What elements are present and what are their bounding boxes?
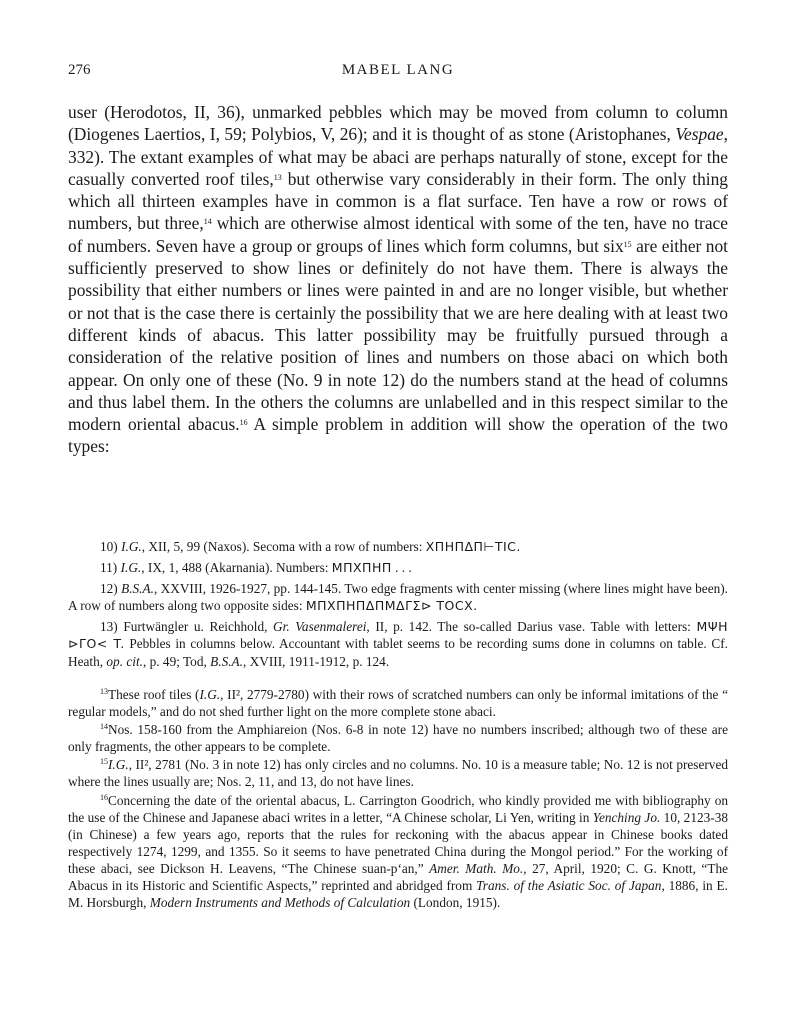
footnote-text: Concerning the date of the oriental abacus, L. Carrington Goodrich, who kindly provided me with bibliography on the use of the Chinese and Japanese abaci writes in a letter, “A Chinese scholar, Li Yen, writing in: [68, 792, 728, 825]
note-text: , p. 49; Tod,: [142, 653, 211, 669]
body-text-run: user (Herodotos, II, 36), unmarked pebbles which may be moved from column to column (Diogenes Laertios, I, 59; Polybios, V, 26); and it is thought of as stone (Aristophanes,: [68, 102, 728, 145]
running-head: MABEL LANG: [341, 62, 455, 78]
footnote-text: , 1886, in E. M. Horsburgh,: [68, 878, 728, 911]
note-text: 11): [100, 560, 121, 576]
greek-numerals: XΠHΠΔΠ⊢TIC.: [425, 539, 521, 554]
note-italic: op. cit.: [106, 653, 143, 669]
footnote-16: [68, 792, 728, 912]
footnote-text: These roof tiles (: [108, 687, 200, 702]
note-text: . . .: [391, 560, 412, 576]
footnote-text: 10, 2123-38 (in Chinese) a few years ago, reports that the rules for reckoning with the abacus appear in Chinese books dated respectively 1274, 1299, and 1355. So it seems to have penetrated China during the Mongol period.” For the working of these abaci, see Dickson H. Leavens, “The Chinese suan-p‘an,”: [68, 809, 729, 876]
greek-numerals: MΨH ⊳ΓO< T.: [68, 619, 728, 652]
note-text: 10): [100, 539, 122, 554]
footnote-ref-15[interactable]: 15: [623, 239, 632, 249]
footnote-text: , II², 2781 (No. 3 in note 12) has only circles and no columns. No. 10 is a measure table; No. 12 is not preserved where the lines usually are; Nos. 2, 11, and 13, do not have lines.: [68, 757, 728, 790]
page-number: 276: [68, 62, 91, 78]
note-text: 13) Furtwängler u. Reichhold,: [100, 619, 274, 635]
footnote-15: [68, 756, 728, 790]
footnote-marker: 15: [100, 757, 108, 767]
body-text-run: are either not sufficiently preserved to show lines or definitely do not have them. There is always the possibility that either numbers or lines were painted in and are no longer visible, but whether or not that is the case there is certainly the possibility that we are here dealing with at least two different kinds of abacus. This latter possibility may be fruitfully pursued through a consideration of the relative position of lines and numbers on those abaci on which both appear. On only one of these (No. 9 in note 12) do the numbers stand at the head of columns and thus label them. In the others the columns are unlabelled and in this respect similar to the modern oriental abacus.: [68, 235, 728, 435]
body-text-run: but otherwise vary considerably in their form. The only thing which all thirteen examples have in common is a flat surface. Ten have a row or rows of numbers, but three,: [68, 168, 728, 234]
footnote-text: (London, 1915).: [410, 895, 501, 911]
note-text: , XII, 5, 99 (Naxos). Secoma with a row of numbers:: [141, 539, 426, 554]
note-13: [68, 618, 728, 669]
footnote-italic: Modern Instruments and Methods of Calculation: [149, 895, 411, 911]
footnotes: [68, 686, 728, 912]
footnote-text: Nos. 158-160 from the Amphiareion (Nos. 6-8 in note 12) have no numbers inscribed; although two of these are only fragments, the other appears to be complete.: [68, 722, 728, 755]
note-text: , IX, 1, 488 (Akarnania). Numbers:: [141, 560, 332, 576]
footnote-13: [68, 686, 728, 720]
footnote-italic: Trans. of the Asiatic Soc. of Japan: [476, 878, 662, 894]
note-text: , XVIII, 1911-1912, p. 124.: [243, 653, 390, 669]
footnote-text: , II², 2779-2780) with their rows of scratched numbers can only be informal imitations of the “ regular models,” and do not shed further light on the more complete stone abaci.: [68, 687, 728, 720]
note-italic: I.G.: [120, 560, 142, 576]
greek-numerals: MΠXΠHΠΔΠMΔΓΣ⊳ TOCX.: [305, 598, 478, 614]
footnote-marker: 16: [100, 792, 108, 802]
greek-numerals: MΠXΠHΠ: [331, 560, 392, 576]
body-text-run: A simple problem in addition will show the operation of the two types:: [68, 414, 728, 457]
note-italic: I.G.: [121, 539, 142, 554]
footnote-italic: I.G.: [108, 757, 129, 773]
note-11: [68, 559, 728, 576]
note-italic: B.S.A.: [121, 581, 154, 597]
footnote-text: , 27, April, 1920; C. G. Knott, “The Abacus in its Historic and Scientific Aspects,” reprinted and abridged from: [68, 860, 728, 894]
footnote-marker: 13: [100, 687, 108, 696]
note-italic: B.S.A.: [210, 653, 244, 669]
footnote-italic: Amer. Math. Mo.: [429, 860, 524, 876]
body-paragraph: [68, 101, 728, 458]
note-italic: Gr. Vasenmalerei: [273, 619, 367, 635]
body-text-run: , 332). The extant examples of what may be abaci are perhaps naturally of stone, except for the casually converted roof tiles,: [68, 124, 728, 189]
footnote-italic: Yenching Jo.: [592, 809, 661, 825]
note-10: [68, 538, 728, 555]
footnote-marker: 14: [100, 722, 108, 732]
note-text: , XXVIII, 1926-1927, pp. 144-145. Two edge fragments with center missing (where lines might have been). A row of numbers along two opposite sides:: [68, 581, 728, 614]
footnote-14: [68, 721, 728, 755]
footnote-ref-13[interactable]: 13: [273, 172, 282, 182]
page-header: [68, 62, 728, 84]
numbered-notes: [68, 538, 728, 674]
body-text-run: which are otherwise almost identical with some of the ten, have no trace of numbers. Seven have a group or groups of lines which form columns, but six: [68, 213, 728, 256]
note-text: , II, p. 142. The so-called Darius vase. Table with letters:: [366, 619, 697, 635]
note-text: Pebbles in columns below. Accountant with tablet seems to be recording sums done in columns on table. Cf. Heath,: [68, 636, 728, 669]
footnote-ref-16[interactable]: 16: [239, 418, 248, 428]
body-text-italic: Vespae: [675, 124, 724, 145]
footnote-italic: I.G.: [199, 687, 221, 702]
footnote-ref-14[interactable]: 14: [203, 217, 212, 227]
note-text: 12): [100, 581, 122, 597]
note-12: [68, 580, 728, 614]
